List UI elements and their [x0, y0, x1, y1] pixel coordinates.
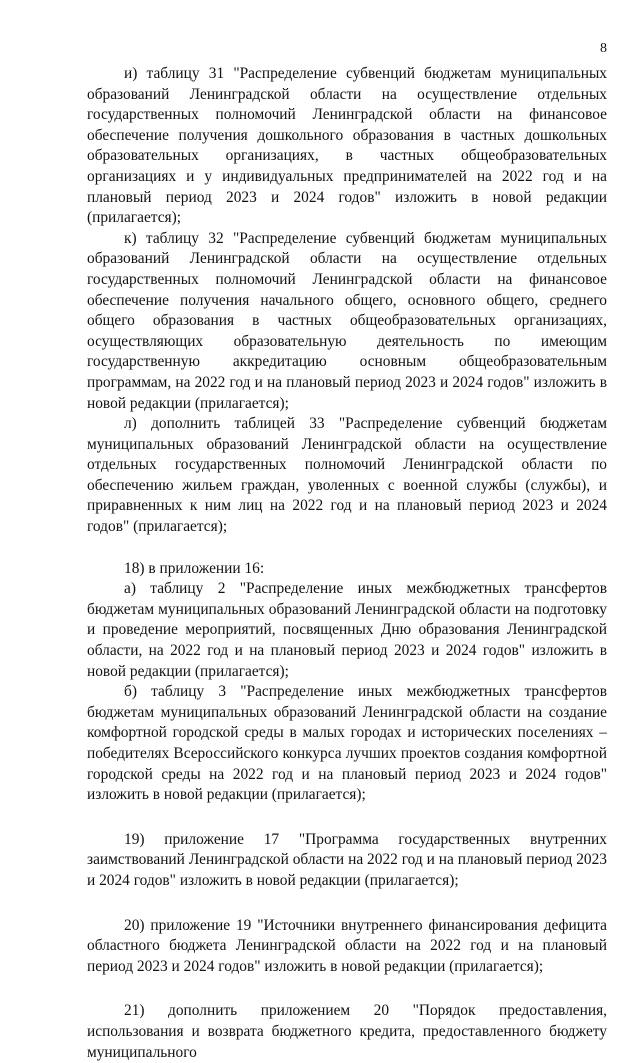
page-number: 8	[600, 41, 607, 56]
paragraph-item-19: 19) приложение 17 "Программа государственных внутренних заимствований Ленинградской области на 2022 год и на плановый период 2023 и 2024 годов" изложить в новой редакции (прилагается);	[87, 830, 607, 889]
paragraph-spacer	[87, 806, 607, 830]
paragraph-spacer	[87, 538, 607, 559]
paragraph-item-20: 20) приложение 19 "Источники внутреннего финансирования дефицита областного бюджета Ленинградской области на 2022 год и на плановый период 2023 и 2024 годов" изложить в новой редакции (прилагается);	[87, 916, 607, 975]
paragraph-item-k: к) таблицу 32 "Распределение субвенций бюджетам муниципальных образований Ленинградской области на осуществление отдельных государственных полномочий Ленинградской области на финансовое обеспечение получения начального общего, основного общего, среднего общего образования в частных общеобразовательных организациях, осуществляющих образовательную деятельность по имеющим государственную аккредитацию основным общеобразовательным программам, на 2022 год и на плановый период 2023 и 2024 годов" изложить в новой редакции (прилагается);	[87, 229, 607, 412]
paragraph-item-18: 18) в приложении 16:	[124, 559, 265, 577]
paragraph-item-18a: а) таблицу 2 "Распределение иных межбюджетных трансфертов бюджетам муниципальных образований Ленинградской области на подготовку и проведение мероприятий, посвященных Дню образования Ленинградской области, на 2022 год и на плановый период 2023 и 2024 годов" изложить в новой редакции (прилагается);	[87, 580, 607, 680]
document-body	[87, 64, 607, 1063]
paragraph-item-21: 21) дополнить приложением 20 "Порядок предоставления, использования и возврата бюджетного кредита, предоставленного бюджету муниципального	[87, 1002, 607, 1061]
paragraph-item-18b: б) таблицу 3 "Распределение иных межбюджетных трансфертов бюджетам муниципальных образований Ленинградской области на создание комфортной городской среды в малых городах и исторических поселениях – победителях Всероссийского конкурса лучших проектов создания комфортной городской среды на 2022 год и на плановый период 2023 и 2024 годов" изложить в новой редакции (прилагается);	[87, 683, 607, 804]
paragraph-item-i: и) таблицу 31 "Распределение субвенций бюджетам муниципальных образований Ленинградской области на осуществление отдельных государственных полномочий Ленинградской области на финансовое обеспечение получения дошкольного образования в частных дошкольных образовательных организациях, в частных общеобразовательных организациях и у индивидуальных предпринимателей на 2022 год и на плановый период 2023 и 2024 годов" изложить в новой редакции (прилагается);	[87, 65, 607, 227]
paragraph-spacer	[87, 892, 607, 916]
paragraph-item-l: л) дополнить таблицей 33 "Распределение субвенций бюджетам муниципальных образований Ленинградской области на осуществление отдельных государственных полномочий Ленинградской области по обеспечению жильем граждан, уволенных с военной службы (службы), и приравненных к ним лиц на 2022 год и на плановый период 2023 и 2024 годов" (прилагается);	[87, 415, 607, 536]
paragraph-spacer	[87, 977, 607, 1001]
